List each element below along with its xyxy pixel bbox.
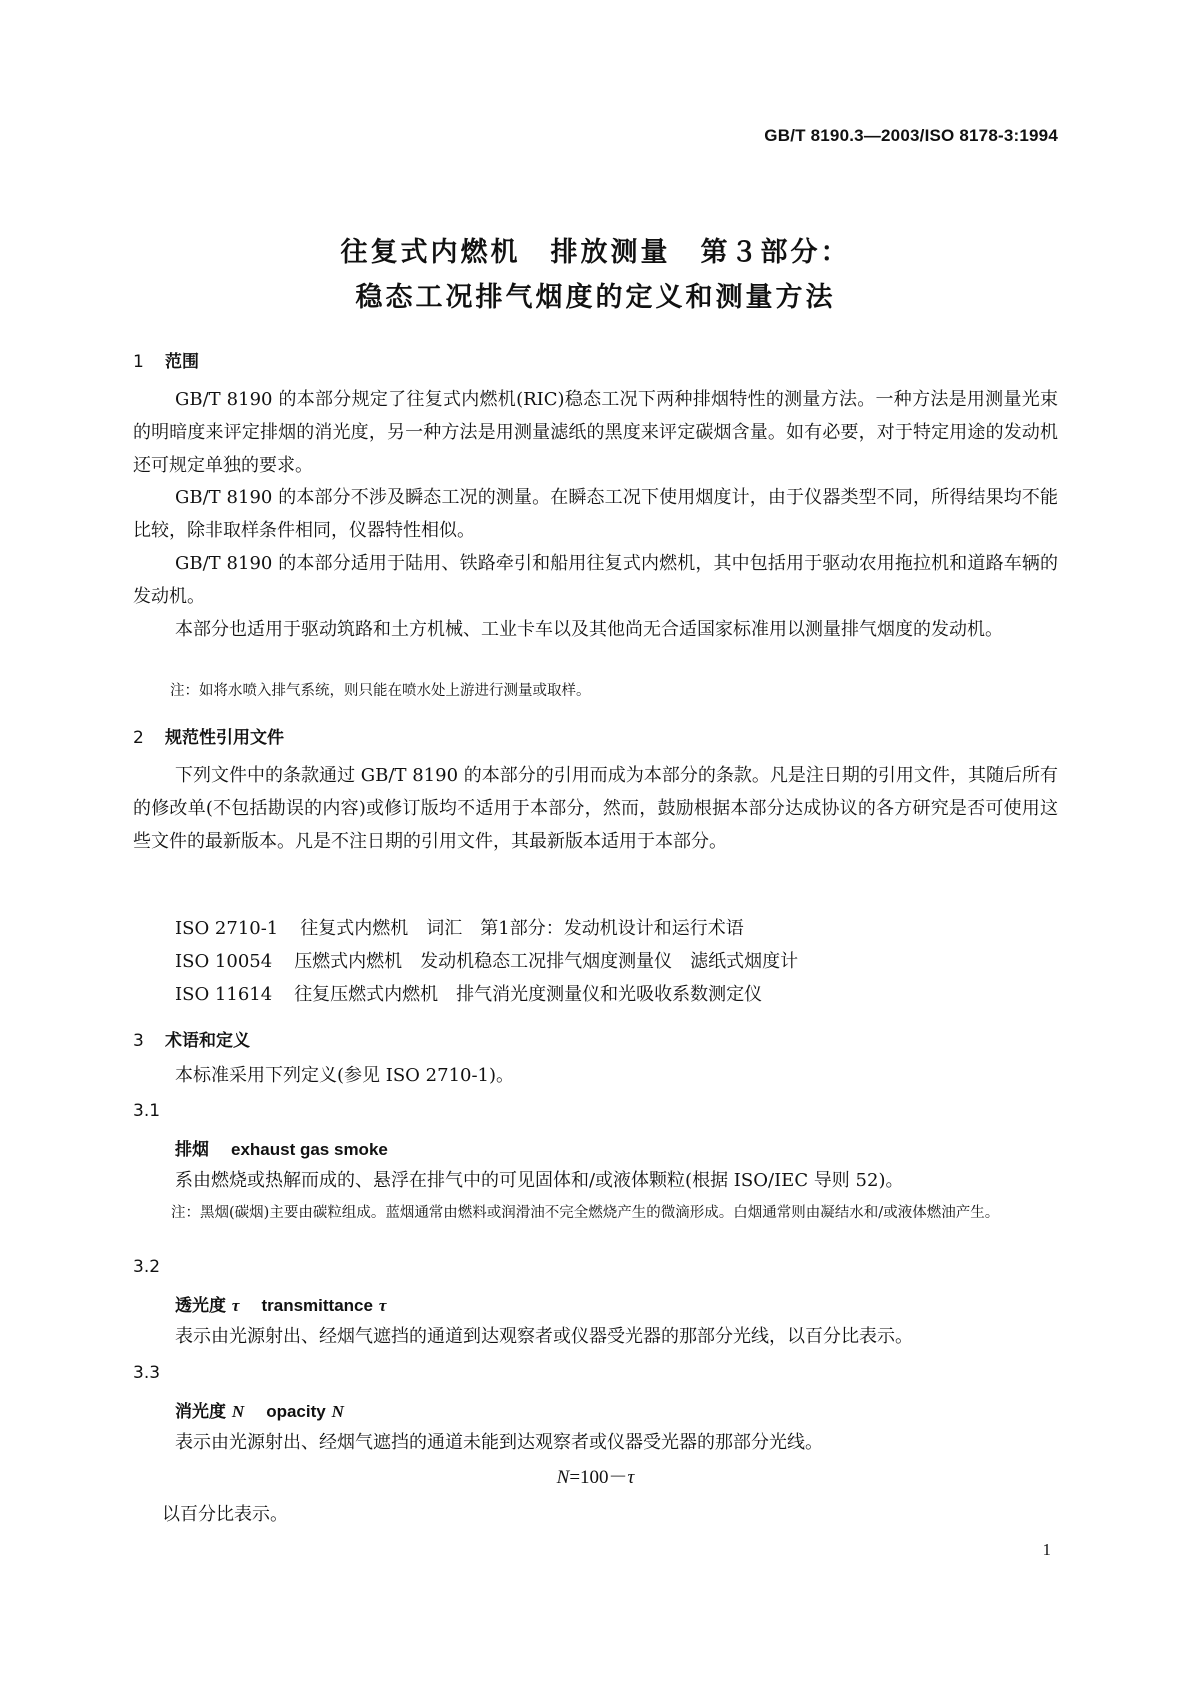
reference-item [175,947,820,973]
section-number: 2 [133,728,144,748]
term-3-3 [175,1397,344,1422]
formula-lhs: N [556,1467,570,1488]
term-symbol: τ [231,1296,240,1315]
definition-3-1: 系由燃烧或热解而成的、悬浮在排气中的可见固体和/或液体颗粒(根据 ISO/IEC 导则 52)。 [175,1170,904,1191]
section-1-para-2: GB/T 8190 的本部分不涉及瞬态工况的测量。在瞬态工况下使用烟度计，由于仪器类型不同，所得结果均不能比较，除非取样条件相同，仪器特性相似。 [133,487,1058,541]
definition-3-3: 表示由光源射出、经烟气遮挡的通道未能到达观察者或仪器受光器的那部分光线。 [175,1432,823,1453]
formula-rhs: =100－ [569,1467,628,1488]
reference-item [175,980,784,1006]
reference-item [175,914,766,940]
term-3-2 [175,1291,386,1316]
section-3-heading [133,1026,250,1051]
clause-3-3-number: 3.3 [133,1363,161,1383]
definition-3-3-after: 以百分比表示。 [162,1504,288,1525]
formula-symbol: τ [627,1467,635,1488]
term-symbol-en: N [331,1402,344,1421]
formula-opacity [0,1462,1191,1489]
section-number: 3 [133,1031,144,1051]
definition-3-2: 表示由光源射出、经烟气遮挡的通道到达观察者或仪器受光器的那部分光线，以百分比表示。 [175,1326,913,1347]
term-english: exhaust gas smoke [231,1140,388,1159]
standard-code: GB/T 8190.3—2003/ISO 8178-3:1994 [764,126,1058,145]
page-number: 1 [1042,1540,1051,1559]
section-1-para-4: 本部分也适用于驱动筑路和土方机械、工业卡车以及其他尚无合适国家标准用以测量排气烟度的发动机。 [175,619,1003,640]
section-1-heading [133,347,199,372]
section-1-para-3: GB/T 8190 的本部分适用于陆用、铁路牵引和船用往复式内燃机，其中包括用于驱动农用拖拉机和道路车辆的发动机。 [133,553,1058,607]
title-line-1: 往复式内燃机 排放测量 第３部分： [340,237,851,268]
term-3-1 [175,1135,388,1160]
section-3-para-1: 本标准采用下列定义(参见 ISO 2710-1)。 [175,1065,515,1086]
reference-code: ISO 2710-1 [175,918,279,939]
reference-code: ISO 11614 [175,984,273,1005]
title-line-2: 稳态工况排气烟度的定义和测量方法 [355,282,836,313]
section-1-note: 注：如将水喷入排气系统，则只能在喷水处上游进行测量或取样。 [170,683,591,699]
term-english: opacity [266,1402,326,1421]
reference-title: 往复压燃式内燃机 排气消光度测量仪和光吸收系数测定仪 [294,984,763,1005]
reference-code: ISO 10054 [175,951,273,972]
section-2-para-1: 下列文件中的条款通过 GB/T 8190 的本部分的引用而成为本部分的条款。凡是注日期的引用文件，其随后所有的修改单(不包括勘误的内容)或修订版均不适用于本部分，然而，鼓励根据本部分达成协议的各方研究是否可使用这些文件的最新版本。凡是不注日期的引用文件，其最新版本适用于本部分。 [133,765,1058,852]
term-chinese: 透光度 [175,1296,226,1316]
reference-title: 压燃式内燃机 发动机稳态工况排气烟度测量仪 滤纸式烟度计 [294,951,799,972]
term-chinese: 排烟 [175,1140,209,1160]
section-1-para-1: GB/T 8190 的本部分规定了往复式内燃机(RIC)稳态工况下两种排烟特性的测量方法。一种方法是用测量光束的明暗度来评定排烟的消光度，另一种方法是用测量滤纸的黑度来评定碳烟含量。如有必要，对于特定用途的发动机还可规定单独的要求。 [133,389,1058,476]
term-chinese: 消光度 [175,1402,226,1422]
clause-3-2-number: 3.2 [133,1257,161,1277]
reference-title: 往复式内燃机 词汇 第1部分：发动机设计和运行术语 [300,918,744,939]
term-symbol: N [231,1402,245,1421]
section-title: 规范性引用文件 [165,728,284,748]
term-english: transmittance [261,1296,373,1315]
section-title: 术语和定义 [165,1031,250,1051]
term-symbol-en: τ [378,1296,387,1315]
section-title: 范围 [165,352,199,372]
section-number: 1 [133,352,144,372]
clause-3-1-number: 3.1 [133,1101,161,1121]
note-3-1: 注：黑烟(碳烟)主要由碳粒组成。蓝烟通常由燃料或润滑油不完全燃烧产生的微滴形成。白烟通常则由凝结水和/或液体燃油产生。 [171,1205,1000,1221]
section-2-heading [133,723,284,748]
